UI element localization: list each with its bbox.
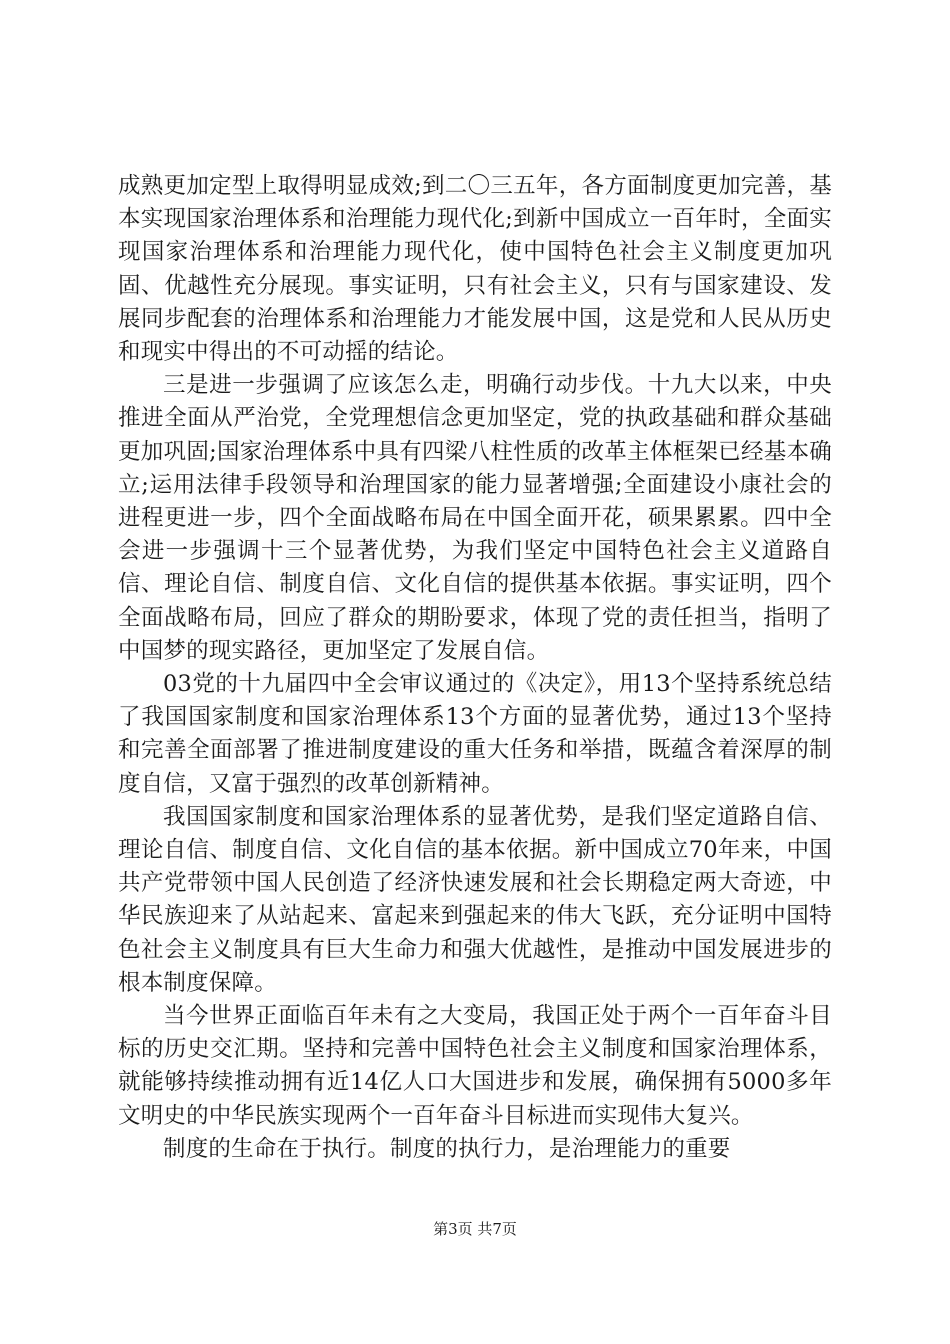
document-body	[118, 170, 832, 1166]
paragraph-2: 三是进一步强调了应该怎么走，明确行动步伐。十九大以来，中央推进全面从严治党，全党理想信念更加坚定，党的执政基础和群众基础更加巩固;国家治理体系中具有四梁八柱性质的改革主体框架已经基本确立;运用法律手段领导和治理国家的能力显著增强;全面建设小康社会的进程更进一步，四个全面战略布局在中国全面开花，硕果累累。四中全会进一步强调十三个显著优势，为我们坚定中国特色社会主义道路自信、理论自信、制度自信、文化自信的提供基本依据。事实证明，四个全面战略布局，回应了群众的期盼要求，体现了党的责任担当，指明了中国梦的现实路径，更加坚定了发展自信。	[118, 372, 832, 664]
paragraph-3: 03党的十九届四中全会审议通过的《决定》，用13个坚持系统总结了我国国家制度和国家治理体系13个方面的显著优势，通过13个坚持和完善全面部署了推进制度建设的重大任务和举措，既蕴含着深厚的制度自信，又富于强烈的改革创新精神。	[118, 671, 832, 797]
paragraph-6: 制度的生命在于执行。制度的执行力，是治理能力的重要	[163, 1135, 731, 1162]
paragraph-5: 当今世界正面临百年未有之大变局，我国正处于两个一百年奋斗目标的历史交汇期。坚持和完善中国特色社会主义制度和国家治理体系，就能够持续推动拥有近14亿人口大国进步和发展，确保拥有5000多年文明史的中华民族实现两个一百年奋斗目标进而实现伟大复兴。	[118, 1003, 832, 1129]
paragraph-4: 我国国家制度和国家治理体系的显著优势，是我们坚定道路自信、理论自信、制度自信、文化自信的基本依据。新中国成立70年来，中国共产党带领中国人民创造了经济快速发展和社会长期稳定两大奇迹，中华民族迎来了从站起来、富起来到强起来的伟大飞跃，充分证明中国特色社会主义制度具有巨大生命力和强大优越性，是推动中国发展进步的根本制度保障。	[118, 803, 832, 996]
page-number-footer: 第3页 共7页	[433, 1220, 517, 1238]
paragraph-1: 成熟更加定型上取得明显成效;到二〇三五年，各方面制度更加完善，基本实现国家治理体系和治理能力现代化;到新中国成立一百年时，全面实现国家治理体系和治理能力现代化，使中国特色社会主义制度更加巩固、优越性充分展现。事实证明，只有社会主义，只有与国家建设、发展同步配套的治理体系和治理能力才能发展中国，这是党和人民从历史和现实中得出的不可动摇的结论。	[118, 173, 832, 366]
